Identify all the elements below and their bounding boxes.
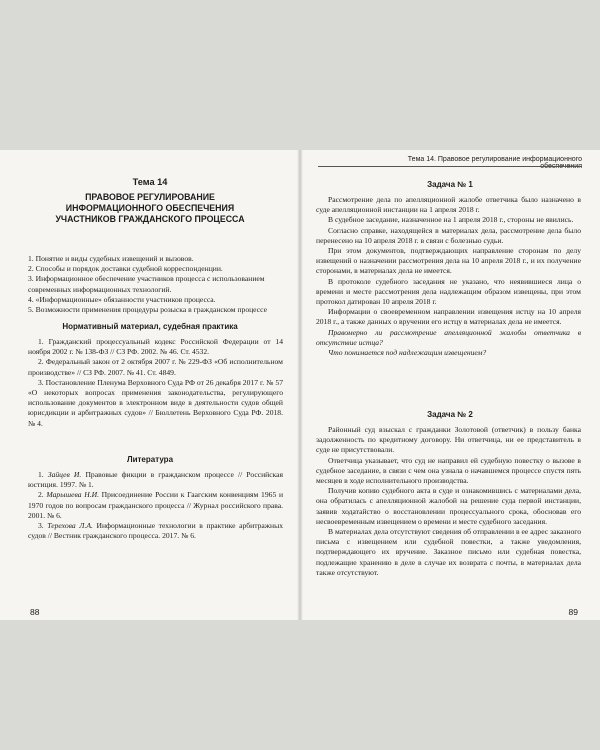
normative-item: 1. Гражданский процессуальный кодекс Российской Федерации от 14 ноября 2002 г. № 138-ФЗ // СЗ РФ. 2002. № 46. Ст. 4532. [28,337,283,357]
page-number-left: 88 [30,607,40,617]
normative-list [28,337,283,429]
task1-heading: Задача № 1 [427,180,473,189]
task2-paragraph: Получив копию судебного акта в суде и ознакомившись с материалами дела, она обратилась с апелляционной жалобой на решение суда первой инстанции, заявив ходатайство о восстановлении процессуального срока, обосновав его несвоевременным извещением о времени и месте судебного заседания. [316,486,581,526]
task1-paragraph: В протоколе судебного заседания не указано, что неявившиеся лица о времени и месте рассмотрения дела надлежащим образом извещены, при этом протокол датирован 10 апреля 2018 г. [316,276,581,307]
task2-heading: Задача № 2 [427,410,473,419]
author: Терехова Л.А. [47,521,93,531]
task1-paragraph: При этом документов, подтверждающих направление сторонам по делу извещений о назначении рассмотрения дела на 10 апреля 2018 г., и их получение сторонами, в материалах дела не имеется. [316,246,581,276]
literature-list [28,470,283,541]
header-rule [318,166,582,167]
task1-paragraph: Информации о своевременном направлении извещения истцу на 10 апреля 2018 г., а также данных о вручении его истцу в материалах дела не имеется. [316,307,581,327]
plan-item: 4. «Информационные» обязанности участников процесса. [28,294,216,304]
task1-question: Что понимается под надлежащим извещением? [328,348,487,358]
plan-item: 1. Понятие и виды судебных извещений и вызовов. [28,254,194,263]
author: Зайцев И. [47,470,82,479]
normative-heading: Нормативный материал, судебная практика [62,322,238,331]
normative-item: 3. Постановление Пленума Верховного Суда РФ от 26 декабря 2017 г. № 57 «О некоторых вопросах применения законодательства, регулирующего использование документов в электронном виде в деятельности судов общей юрисдикции и арбитражных судов» // Бюллетень Верховного Суда РФ. 2018. № 4. [28,377,283,428]
plan-item: 2. Способы и порядок доставки судебной корреспонденции. [28,264,223,274]
theme-label: Тема 14 [132,177,168,187]
task1-body [316,195,581,358]
task2-paragraph: Районный суд взыскал с гражданки Золотовой (ответчик) в пользу банка задолженность по кредитному договору. Ни ответчица, ни ее представитель в суде не присутствовали. [316,425,581,455]
literature-item: 3. Терехова Л.А. Информационные технологии в практике арбитражных судов // Вестник гражданского процесса. 2017. № 6. [28,521,283,541]
task1-paragraph: Согласно справке, находящейся в материалах дела, рассмотрение дела было перенесено на 10 апреля 2018 г. в связи с болезнью судьи. [316,225,581,245]
literature-item: 2. Марышева Н.И. Присоединение России к Гаагским конвенциям 1965 и 1970 годов по вопросам гражданского процесса // Журнал российского права. 2001. № 6. [28,490,284,520]
running-head: Тема 14. Правовое регулирование информационного обеспечения [407,156,582,170]
plan-item: 3. Информационное обеспечение участников процесса с использованием современных информационных технологий. [28,274,265,294]
plan-item: 5. Возможности применения процедуры розыска в гражданском процессе [28,305,267,315]
topic-plan [28,254,283,315]
page-number-right: 89 [568,607,578,617]
book-spread [0,150,600,620]
task1-question: Правомерно ли рассмотрение апелляционной жалобы ответчика в отсутствие истца? [316,327,581,347]
title-line: ИНФОРМАЦИОННОГО ОБЕСПЕЧЕНИЯ [65,203,235,213]
task1-paragraph: Рассмотрение дела по апелляционной жалобе ответчика было назначено в суде апелляционной инстанции на 1 апреля 2018 г. [316,195,581,215]
literature-item: 1. Зайцев И. Правовые фикции в гражданском процессе // Российская юстиция. 1997. № 1. [28,470,283,490]
right-page [300,150,600,620]
title-line: ПРАВОВОЕ РЕГУЛИРОВАНИЕ [85,192,215,202]
task2-paragraph: Ответчица указывает, что суд не направил ей судебную повестку о вызове в судебное заседание, в связи с чем она узнала о начавшемся процессе спустя пять месяцев в ходе исполнительного производства. [316,455,581,486]
task2-paragraph: В материалах дела отсутствуют сведения об отправлении в ее адрес заказного письма с извещением или судебной повестки, а также уведомления, подтверждающего их вручение. Заказное письмо или судебная повестка, подлежащие хранению в деле в случае их возврата с почты, в материалах дела также отсутствуют. [316,527,581,577]
author: Марышева Н.И. [46,490,99,500]
task1-paragraph: В судебное заседание, назначенное на 1 апреля 2018 г., стороны не явились. [328,215,574,225]
normative-item: 2. Федеральный закон от 2 октября 2007 г. № 229-ФЗ «Об исполнительном производстве» // СЗ РФ. 2007. № 41. Ст. 4849. [28,357,283,377]
literature-heading: Литература [126,455,174,464]
theme-title [20,192,280,225]
title-line: УЧАСТНИКОВ ГРАЖДАНСКОГО ПРОЦЕССА [55,214,245,224]
left-page [0,150,300,620]
task2-body [316,425,581,578]
